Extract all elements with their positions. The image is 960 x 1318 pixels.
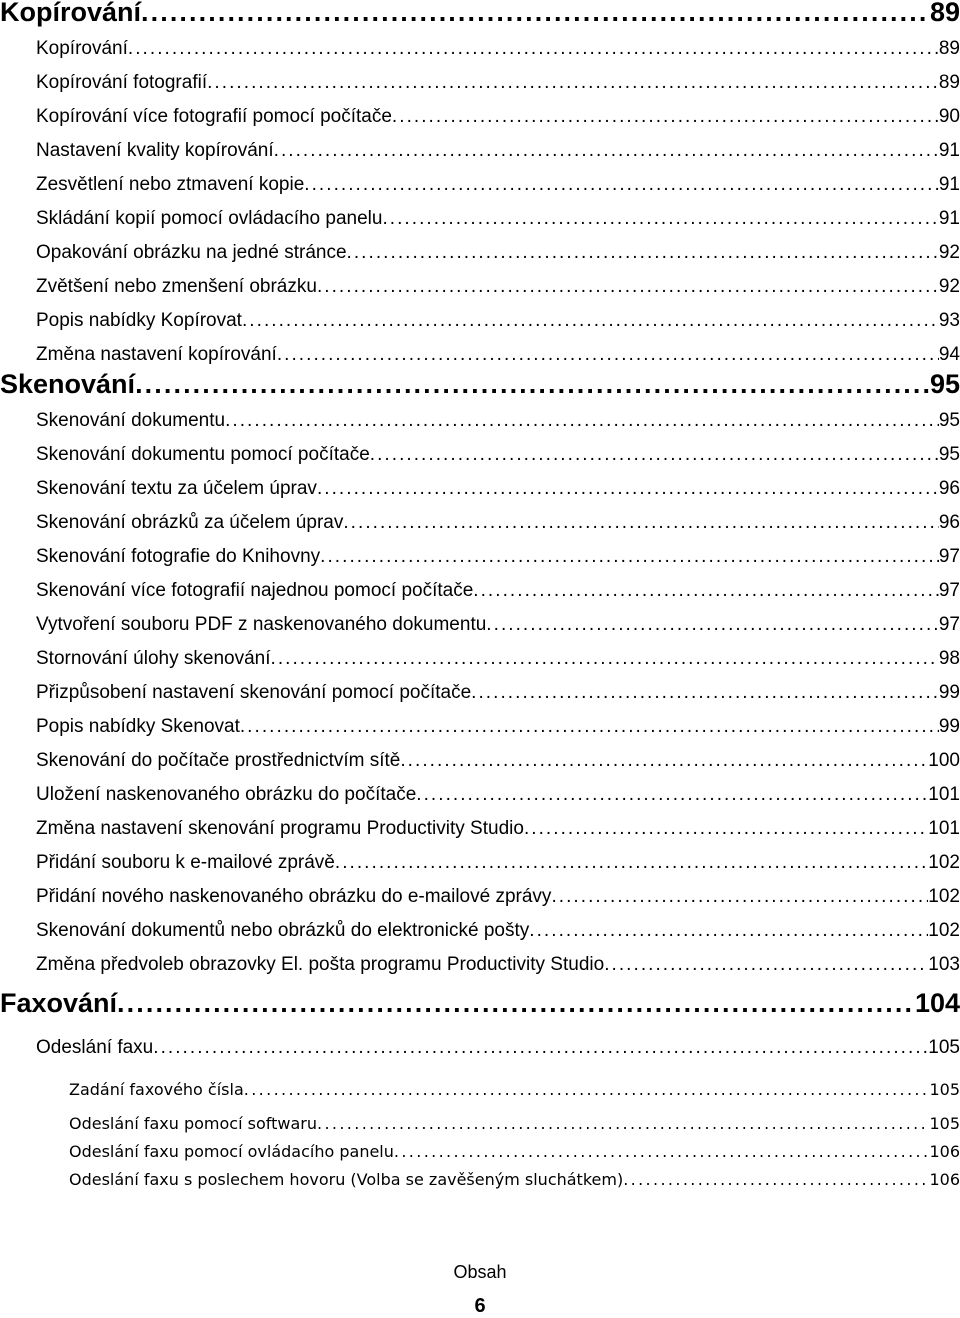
toc-entry-page-number: 97	[938, 580, 960, 601]
dot-leader	[471, 682, 939, 704]
toc-section-entry[interactable]	[36, 954, 960, 988]
toc-entry-title: Skenování textu za účelem úprav	[36, 478, 317, 499]
dot-leader	[271, 648, 939, 670]
toc-entry-page-number: 100	[928, 750, 960, 771]
toc-entry-title: Skenování dokumentu pomocí počítače	[36, 444, 370, 465]
toc-section-entry[interactable]	[36, 614, 960, 648]
dot-leader	[551, 886, 928, 908]
toc-entry-page-number: 96	[938, 478, 960, 499]
toc-chapter-entry[interactable]	[0, 988, 960, 1028]
toc-subsection-entry[interactable]	[69, 1170, 960, 1198]
dot-leader	[135, 369, 930, 400]
toc-entry-page-number: 94	[938, 344, 960, 365]
dot-leader	[382, 208, 938, 230]
toc-entry-title: Přidání nového naskenovaného obrázku do e-mailové zprávy	[36, 886, 552, 907]
toc-section-entry[interactable]	[36, 1037, 960, 1071]
toc-entry-title: Nastavení kvality kopírování	[36, 140, 274, 161]
toc-entry-page-number: 92	[938, 242, 960, 263]
toc-entry-page-number: 95	[929, 369, 960, 399]
toc-section-entry[interactable]	[36, 208, 960, 242]
dot-leader	[394, 1142, 930, 1161]
toc-section-entry[interactable]	[36, 444, 960, 478]
dot-leader	[244, 1080, 930, 1099]
toc-section-entry[interactable]	[36, 410, 960, 444]
toc-section-entry[interactable]	[36, 512, 960, 546]
toc-entry-page-number: 98	[938, 648, 960, 669]
toc-entry-title: Kopírování fotografií	[36, 72, 208, 93]
toc-entry-page-number: 102	[928, 886, 960, 907]
toc-entry-title: Skenování obrázků za účelem úprav	[36, 512, 344, 533]
toc-entry-title: Vytvoření souboru PDF z naskenovaného dokumentu	[36, 614, 487, 635]
toc-entry-title: Odeslání faxu s poslechem hovoru (Volba se zavěšeným sluchátkem)	[69, 1170, 624, 1189]
dot-leader	[317, 276, 939, 298]
toc-section-entry[interactable]	[36, 140, 960, 174]
toc-section-entry[interactable]	[36, 750, 960, 784]
toc-entry-page-number: 105	[929, 1114, 960, 1133]
toc-entry-page-number: 89	[938, 38, 960, 59]
toc-entry-title: Stornování úlohy skenování	[36, 648, 271, 669]
dot-leader	[416, 784, 928, 806]
toc-entry-title: Změna nastavení skenování programu Productivity Studio	[36, 818, 524, 839]
dot-leader	[473, 580, 939, 602]
dot-leader	[242, 310, 939, 332]
toc-subsection-entry[interactable]	[69, 1080, 960, 1108]
toc-entry-title: Opakování obrázku na jedné stránce	[36, 242, 347, 263]
toc-entry-page-number: 91	[938, 140, 960, 161]
toc-entry-title: Přizpůsobení nastavení skenování pomocí počítače	[36, 682, 472, 703]
toc-entry-page-number: 91	[938, 174, 960, 195]
dot-leader	[623, 1170, 929, 1189]
dot-leader	[128, 38, 939, 60]
toc-entry-title: Odeslání faxu	[36, 1037, 154, 1058]
dot-leader	[604, 954, 928, 976]
toc-entry-page-number: 106	[929, 1142, 960, 1161]
dot-leader	[317, 1114, 929, 1133]
toc-section-entry[interactable]	[36, 682, 960, 716]
dot-leader	[335, 852, 928, 874]
toc-entry-title: Kopírování více fotografií pomocí počítače	[36, 106, 392, 127]
toc-entry-page-number: 91	[938, 208, 960, 229]
dot-leader	[486, 614, 939, 636]
toc-entry-page-number: 105	[929, 1080, 960, 1099]
dot-leader	[347, 242, 939, 264]
toc-entry-page-number: 101	[928, 784, 960, 805]
toc-entry-title: Skenování	[0, 369, 136, 399]
toc-entry-page-number: 92	[938, 276, 960, 297]
toc-entry-title: Kopírování	[36, 38, 128, 59]
toc-chapter-entry[interactable]	[0, 369, 960, 409]
dot-leader	[317, 478, 939, 500]
footer-section-label: Obsah	[453, 1262, 507, 1282]
dot-leader	[240, 716, 939, 738]
toc-entry-title: Popis nabídky Skenovat	[36, 716, 240, 737]
toc-section-entry[interactable]	[36, 478, 960, 512]
toc-subsection-entry[interactable]	[69, 1114, 960, 1142]
toc-section-entry[interactable]	[36, 784, 960, 818]
toc-entry-title: Zvětšení nebo zmenšení obrázku	[36, 276, 317, 297]
dot-leader	[141, 0, 930, 28]
toc-entry-page-number: 99	[938, 682, 960, 703]
toc-entry-page-number: 101	[928, 818, 960, 839]
toc-section-entry[interactable]	[36, 242, 960, 276]
dot-leader	[207, 72, 939, 94]
toc-entry-page-number: 93	[938, 310, 960, 331]
toc-entry-title: Zesvětlení nebo ztmavení kopie	[36, 174, 305, 195]
toc-entry-title: Změna předvoleb obrazovky El. pošta programu Productivity Studio	[36, 954, 605, 975]
toc-entry-title: Přidání souboru k e-mailové zprávě	[36, 852, 335, 873]
toc-entry-page-number: 89	[929, 0, 960, 27]
toc-entry-page-number: 106	[929, 1170, 960, 1189]
dot-leader	[370, 444, 939, 466]
toc-entry-page-number: 103	[928, 954, 960, 975]
toc-entry-page-number: 97	[938, 614, 960, 635]
toc-entry-page-number: 95	[938, 444, 960, 465]
toc-section-entry[interactable]	[36, 852, 960, 886]
toc-section-entry[interactable]	[36, 310, 960, 344]
toc-section-entry[interactable]	[36, 818, 960, 852]
toc-entry-title: Skenování do počítače prostřednictvím sítě	[36, 750, 401, 771]
toc-entry-title: Změna nastavení kopírování	[36, 344, 277, 365]
toc-entry-page-number: 104	[914, 988, 960, 1018]
toc-entry-title: Skenování více fotografií najednou pomocí počítače	[36, 580, 474, 601]
toc-chapter-entry[interactable]	[0, 0, 960, 37]
dot-leader	[274, 140, 939, 162]
toc-section-entry[interactable]	[36, 580, 960, 614]
toc-section-entry[interactable]	[36, 276, 960, 310]
toc-entry-title: Kopírování	[0, 0, 142, 27]
toc-entry-title: Faxování	[0, 988, 118, 1018]
dot-leader	[343, 512, 939, 534]
toc-entry-title: Odeslání faxu pomocí ovládacího panelu	[69, 1142, 394, 1161]
toc-entry-page-number: 89	[938, 72, 960, 93]
toc-section-entry[interactable]	[36, 920, 960, 954]
toc-entry-page-number: 102	[928, 920, 960, 941]
toc-entry-title: Odeslání faxu pomocí softwaru	[69, 1114, 317, 1133]
toc-section-entry[interactable]	[36, 72, 960, 106]
dot-leader	[400, 750, 928, 772]
toc-entry-page-number: 105	[928, 1037, 960, 1058]
toc-entry-page-number: 96	[938, 512, 960, 533]
toc-entry-title: Zadání faxového čísla	[69, 1080, 244, 1099]
dot-leader	[320, 546, 939, 568]
dot-leader	[392, 106, 939, 128]
toc-section-entry[interactable]	[36, 546, 960, 580]
toc-subsection-entry[interactable]	[69, 1142, 960, 1170]
toc-entry-page-number: 90	[938, 106, 960, 127]
dot-leader	[304, 174, 939, 196]
dot-leader	[225, 410, 939, 432]
toc-entry-title: Skenování fotografie do Knihovny	[36, 546, 321, 567]
toc-section-entry[interactable]	[36, 174, 960, 208]
toc-entry-page-number: 99	[938, 716, 960, 737]
dot-leader	[529, 920, 928, 942]
dot-leader	[153, 1037, 928, 1059]
toc-entry-page-number: 95	[938, 410, 960, 431]
toc-entry-title: Uložení naskenovaného obrázku do počítače	[36, 784, 417, 805]
toc-section-entry[interactable]	[36, 716, 960, 750]
dot-leader	[277, 344, 939, 366]
toc-entry-title: Skenování dokumentů nebo obrázků do elektronické pošty	[36, 920, 530, 941]
dot-leader	[117, 988, 915, 1019]
toc-entry-title: Skládání kopií pomocí ovládacího panelu	[36, 208, 383, 229]
toc-entry-page-number: 102	[928, 852, 960, 873]
footer-page-number: 6	[474, 1295, 486, 1317]
toc-entry-title: Popis nabídky Kopírovat	[36, 310, 242, 331]
dot-leader	[524, 818, 928, 840]
toc-section-entry[interactable]	[36, 106, 960, 140]
toc-section-entry[interactable]	[36, 886, 960, 920]
toc-section-entry[interactable]	[36, 38, 960, 72]
toc-section-entry[interactable]	[36, 648, 960, 682]
toc-entry-page-number: 97	[938, 546, 960, 567]
toc-entry-title: Skenování dokumentu	[36, 410, 226, 431]
